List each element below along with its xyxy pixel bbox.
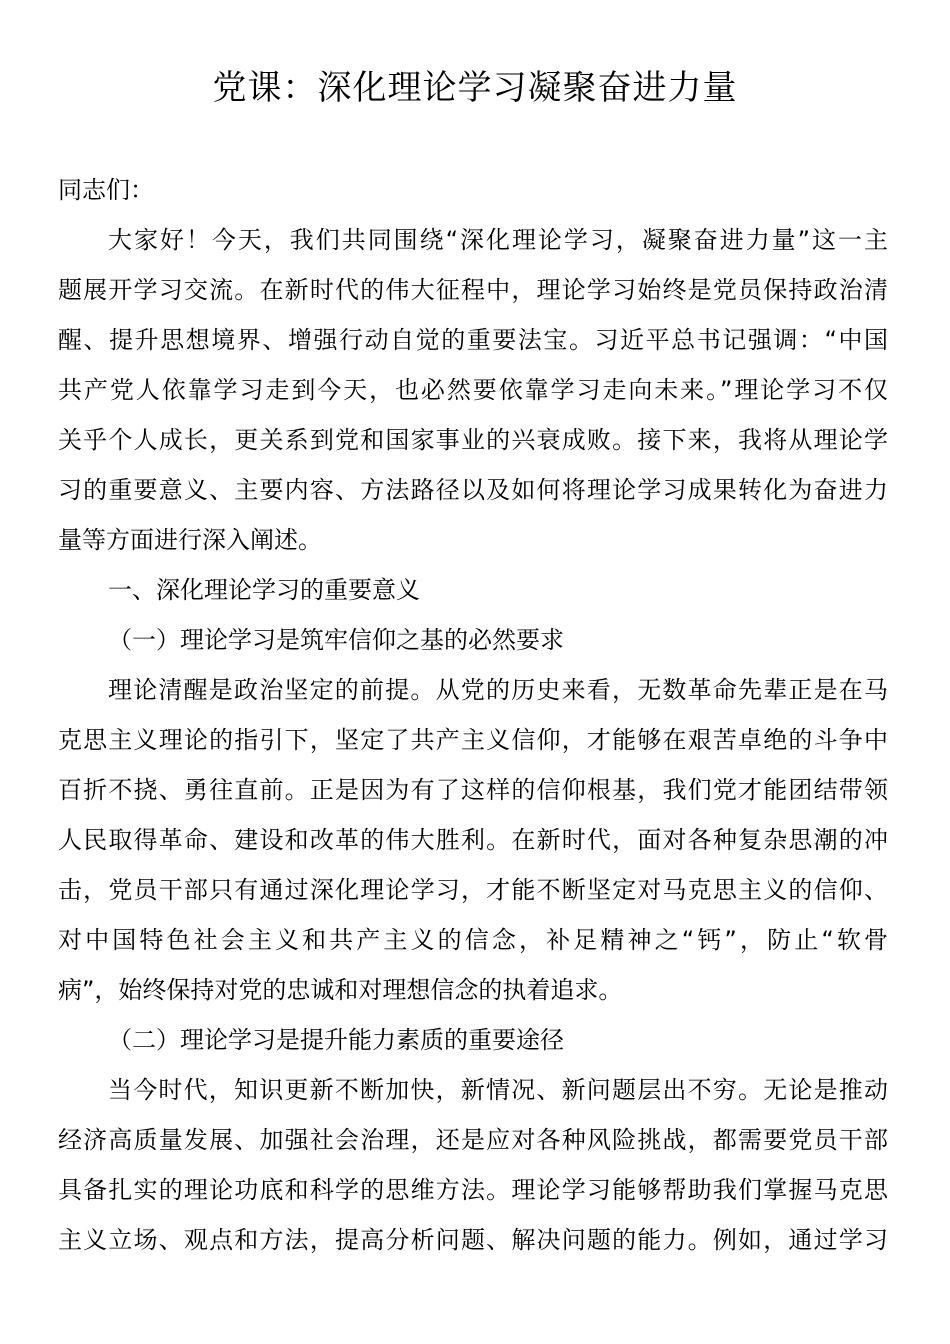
greeting: 同志们： <box>58 176 154 204</box>
paragraph-line: 习的重要意义、主要内容、方法路径以及如何将理论学习成果转化为奋进力 <box>58 476 888 504</box>
paragraph-line: 关乎个人成长，更关系到党和国家事业的兴衰成败。接下来，我将从理论学 <box>58 426 888 454</box>
subsection-heading: （一）理论学习是筑牢信仰之基的必然要求 <box>108 626 564 654</box>
paragraph-line: 具备扎实的理论功底和科学的思维方法。理论学习能够帮助我们掌握马克思 <box>58 1176 888 1204</box>
paragraph-line: 醒、提升思想境界、增强行动自觉的重要法宝。习近平总书记强调：“中国 <box>58 326 888 354</box>
paragraph-line: 大家好！今天，我们共同围绕“深化理论学习，凝聚奋进力量”这一主 <box>108 226 888 254</box>
paragraph-line: 共产党人依靠学习走到今天，也必然要依靠学习走向未来。”理论学习不仅 <box>58 376 888 404</box>
paragraph-line: 克思主义理论的指引下，坚定了共产主义信仰，才能够在艰苦卓绝的斗争中 <box>58 726 888 754</box>
paragraph-line: 量等方面进行深入阐述。 <box>58 526 322 554</box>
paragraph-line: 击，党员干部只有通过深化理论学习，才能不断坚定对马克思主义的信仰、 <box>58 876 888 904</box>
paragraph-line: 人民取得革命、建设和改革的伟大胜利。在新时代，面对各种复杂思潮的冲 <box>58 826 888 854</box>
paragraph-line: 当今时代，知识更新不断加快，新情况、新问题层出不穷。无论是推动 <box>108 1076 888 1104</box>
subsection-1-paragraph <box>58 665 888 1015</box>
intro-paragraph <box>58 215 888 565</box>
paragraph-line: 百折不挠、勇往直前。正是因为有了这样的信仰根基，我们党才能团结带领 <box>58 776 888 804</box>
paragraph-line: 病”，始终保持对党的忠诚和对理想信念的执着追求。 <box>58 976 623 1004</box>
paragraph-line: 对中国特色社会主义和共产主义的信念，补足精神之“钙”，防止“软骨 <box>58 926 888 954</box>
paragraph-line: 主义立场、观点和方法，提高分析问题、解决问题的能力。例如，通过学习 <box>58 1226 888 1254</box>
paragraph-line: 经济高质量发展、加强社会治理，还是应对各种风险挑战，都需要党员干部 <box>58 1126 888 1154</box>
paragraph-line: 理论清醒是政治坚定的前提。从党的历史来看，无数革命先辈正是在马 <box>108 676 888 704</box>
subsection-2-paragraph <box>58 1065 888 1265</box>
subsection-heading: （二）理论学习是提升能力素质的重要途径 <box>108 1026 564 1054</box>
paragraph-line: 题展开学习交流。在新时代的伟大征程中，理论学习始终是党员保持政治清 <box>58 276 888 304</box>
document-title: 党课：深化理论学习凝聚奋进力量 <box>212 68 738 108</box>
document-body <box>58 165 888 1265</box>
section-heading: 一、深化理论学习的重要意义 <box>108 576 420 604</box>
